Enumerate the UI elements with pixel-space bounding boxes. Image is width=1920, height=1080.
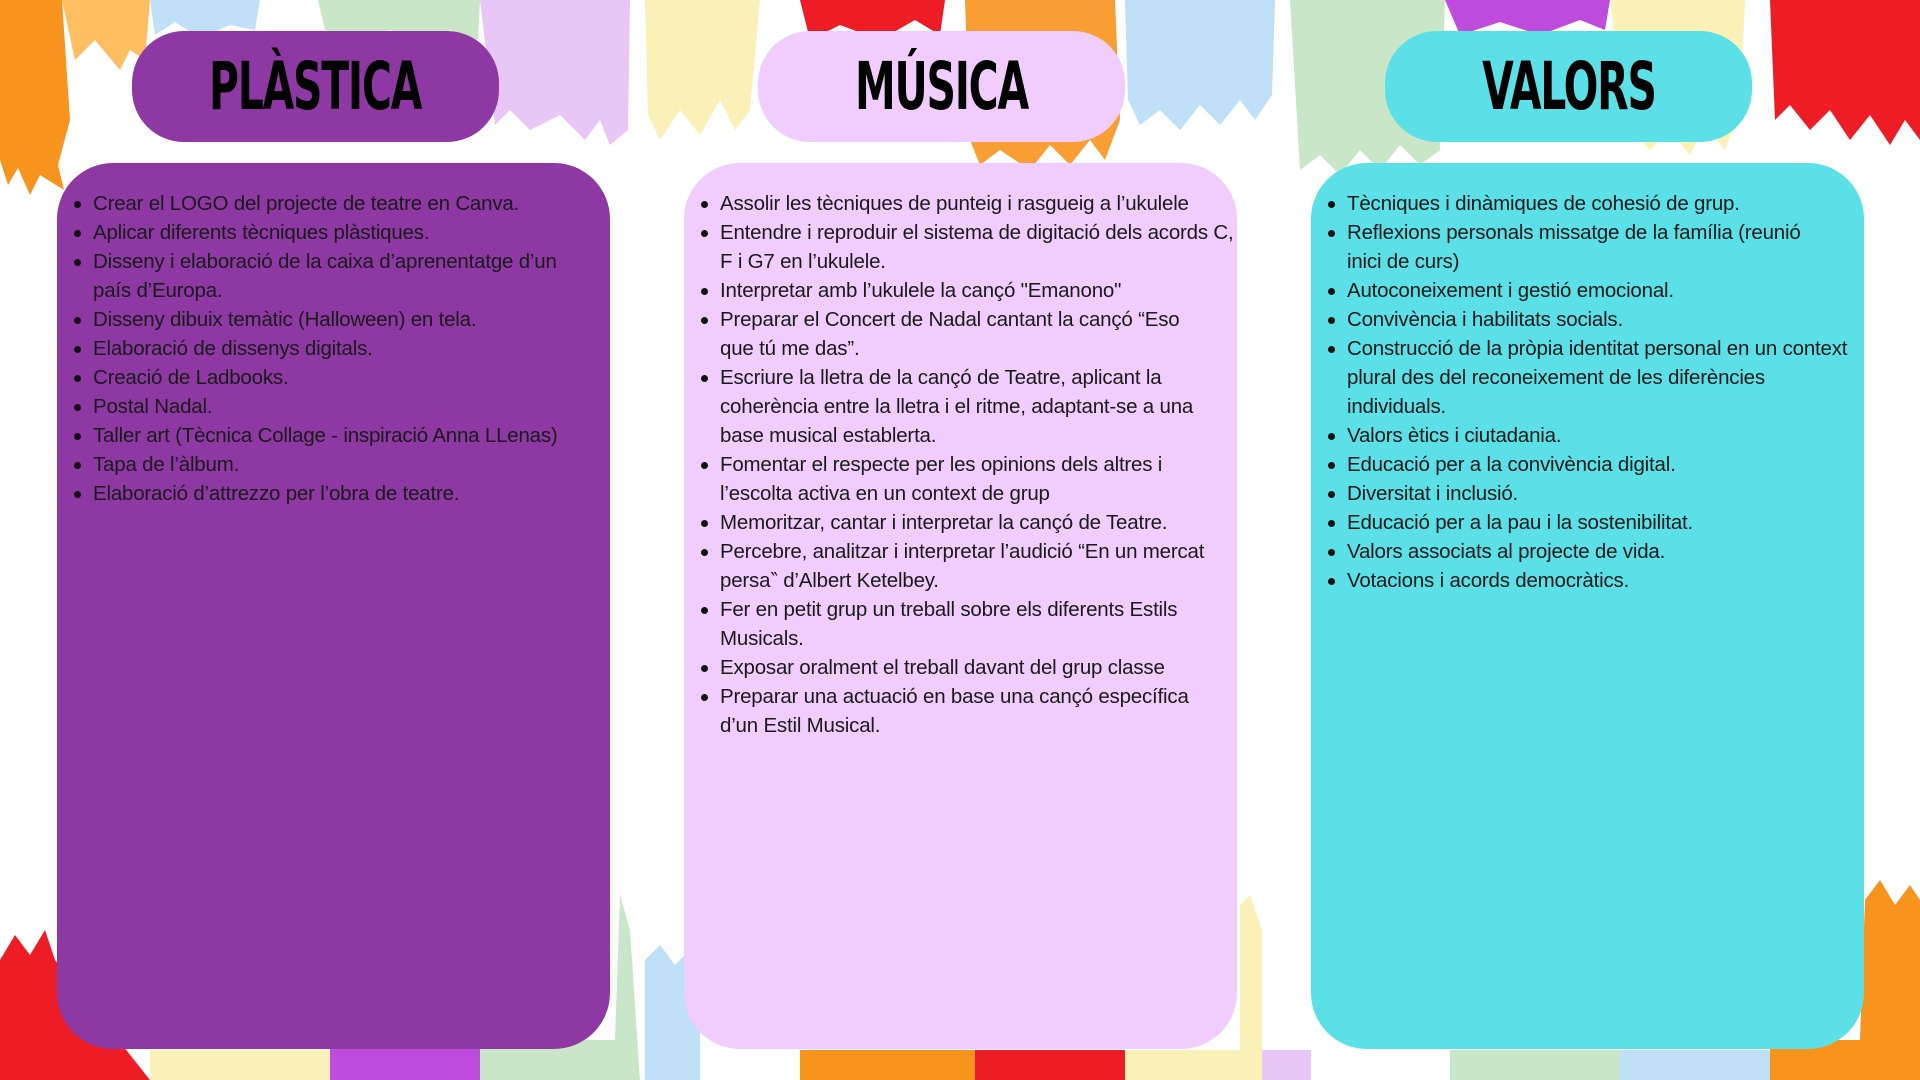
paint-stroke (480, 0, 630, 145)
list-item: Interpretar amb l’ukulele la cançó "Emanono" (720, 276, 1240, 305)
paint-stroke (800, 1050, 975, 1080)
list-item: Elaboració de dissenys digitals. (93, 334, 573, 363)
title-pill-valors (1385, 31, 1752, 142)
bullet-list (684, 189, 1240, 740)
list-item: Percebre, analitzar i interpretar l’audició “En un mercat persa‶ d’Albert Ketelbey. (720, 537, 1240, 595)
list-item: Tècniques i dinàmiques de cohesió de grup. (1347, 189, 1867, 218)
title-pill-plastica (132, 31, 499, 142)
list-item: Assolir les tècniques de punteig i rasgueig a l’ukulele (720, 189, 1240, 218)
list-item: Valors associats al projecte de vida. (1347, 537, 1867, 566)
card-musica (684, 163, 1237, 1049)
bullet-list (1311, 189, 1867, 595)
paint-stroke (1450, 1050, 1620, 1080)
list-item: Autoconeixement i gestió emocional. (1347, 276, 1867, 305)
paint-stroke (1620, 1050, 1770, 1080)
list-item: Aplicar diferents tècniques plàstiques. (93, 218, 573, 247)
list-item: Construcció de la pròpia identitat personal en un context plural des del reconeixement de les diferències individuals. (1347, 334, 1867, 421)
paint-stroke (1262, 1050, 1311, 1080)
list-item: Fer en petit grup un treball sobre els diferents Estils Musicals. (720, 595, 1220, 653)
list-item: Preparar una actuació en base una cançó específica d’un Estil Musical. (720, 682, 1220, 740)
list-item: Votacions i acords democràtics. (1347, 566, 1867, 595)
list-item: Diversitat i inclusió. (1347, 479, 1867, 508)
list-item: Escriure la lletra de la cançó de Teatre, aplicant la coherència entre la lletra i el ritme, adaptant-se a una base musical establerta. (720, 363, 1230, 450)
paint-stroke (0, 0, 70, 195)
list-item: Tapa de l’àlbum. (93, 450, 573, 479)
column-title: PLÀSTICA (209, 48, 422, 125)
list-item: Educació per a la pau i la sostenibilitat. (1347, 508, 1867, 537)
title-pill-musica (758, 31, 1125, 142)
list-item: Memoritzar, cantar i interpretar la cançó de Teatre. (720, 508, 1240, 537)
list-item: Crear el LOGO del projecte de teatre en Canva. (93, 189, 573, 218)
paint-stroke (1445, 0, 1610, 35)
list-item: Creació de Ladbooks. (93, 363, 573, 392)
list-item: Reflexions personals missatge de la família (reunió inici de curs) (1347, 218, 1837, 276)
list-item: Postal Nadal. (93, 392, 573, 421)
column-title: VALORS (1481, 48, 1656, 125)
paint-stroke (645, 0, 760, 140)
list-item: Disseny i elaboració de la caixa d’aprenentatge d’un país d’Europa. (93, 247, 593, 305)
paint-stroke (1770, 0, 1920, 145)
card-valors (1311, 163, 1864, 1049)
card-plastica (57, 163, 610, 1049)
list-item: Taller art (Tècnica Collage - inspiració Anna LLenas) (93, 421, 603, 450)
paint-stroke (330, 1045, 480, 1080)
list-item: Preparar el Concert de Nadal cantant la cançó “Eso que tú me das”. (720, 305, 1210, 363)
paint-stroke (150, 1050, 330, 1080)
list-item: Educació per a la convivència digital. (1347, 450, 1867, 479)
list-item: Fomentar el respecte per les opinions dels altres i l’escolta activa en un context de grup (720, 450, 1210, 508)
list-item: Entendre i reproduir el sistema de digitació dels acords C, F i G7 en l’ukulele. (720, 218, 1240, 276)
paint-stroke (975, 1050, 1125, 1080)
list-item: Elaboració d’attrezzo per l’obra de teatre. (93, 479, 573, 508)
list-item: Exposar oralment el treball davant del grup classe (720, 653, 1240, 682)
column-title: MÚSICA (855, 48, 1028, 125)
list-item: Convivència i habilitats socials. (1347, 305, 1867, 334)
paint-stroke (1125, 0, 1275, 130)
list-item: Valors ètics i ciutadania. (1347, 421, 1867, 450)
bullet-list (57, 189, 610, 508)
list-item: Disseny dibuix temàtic (Halloween) en tela. (93, 305, 573, 334)
